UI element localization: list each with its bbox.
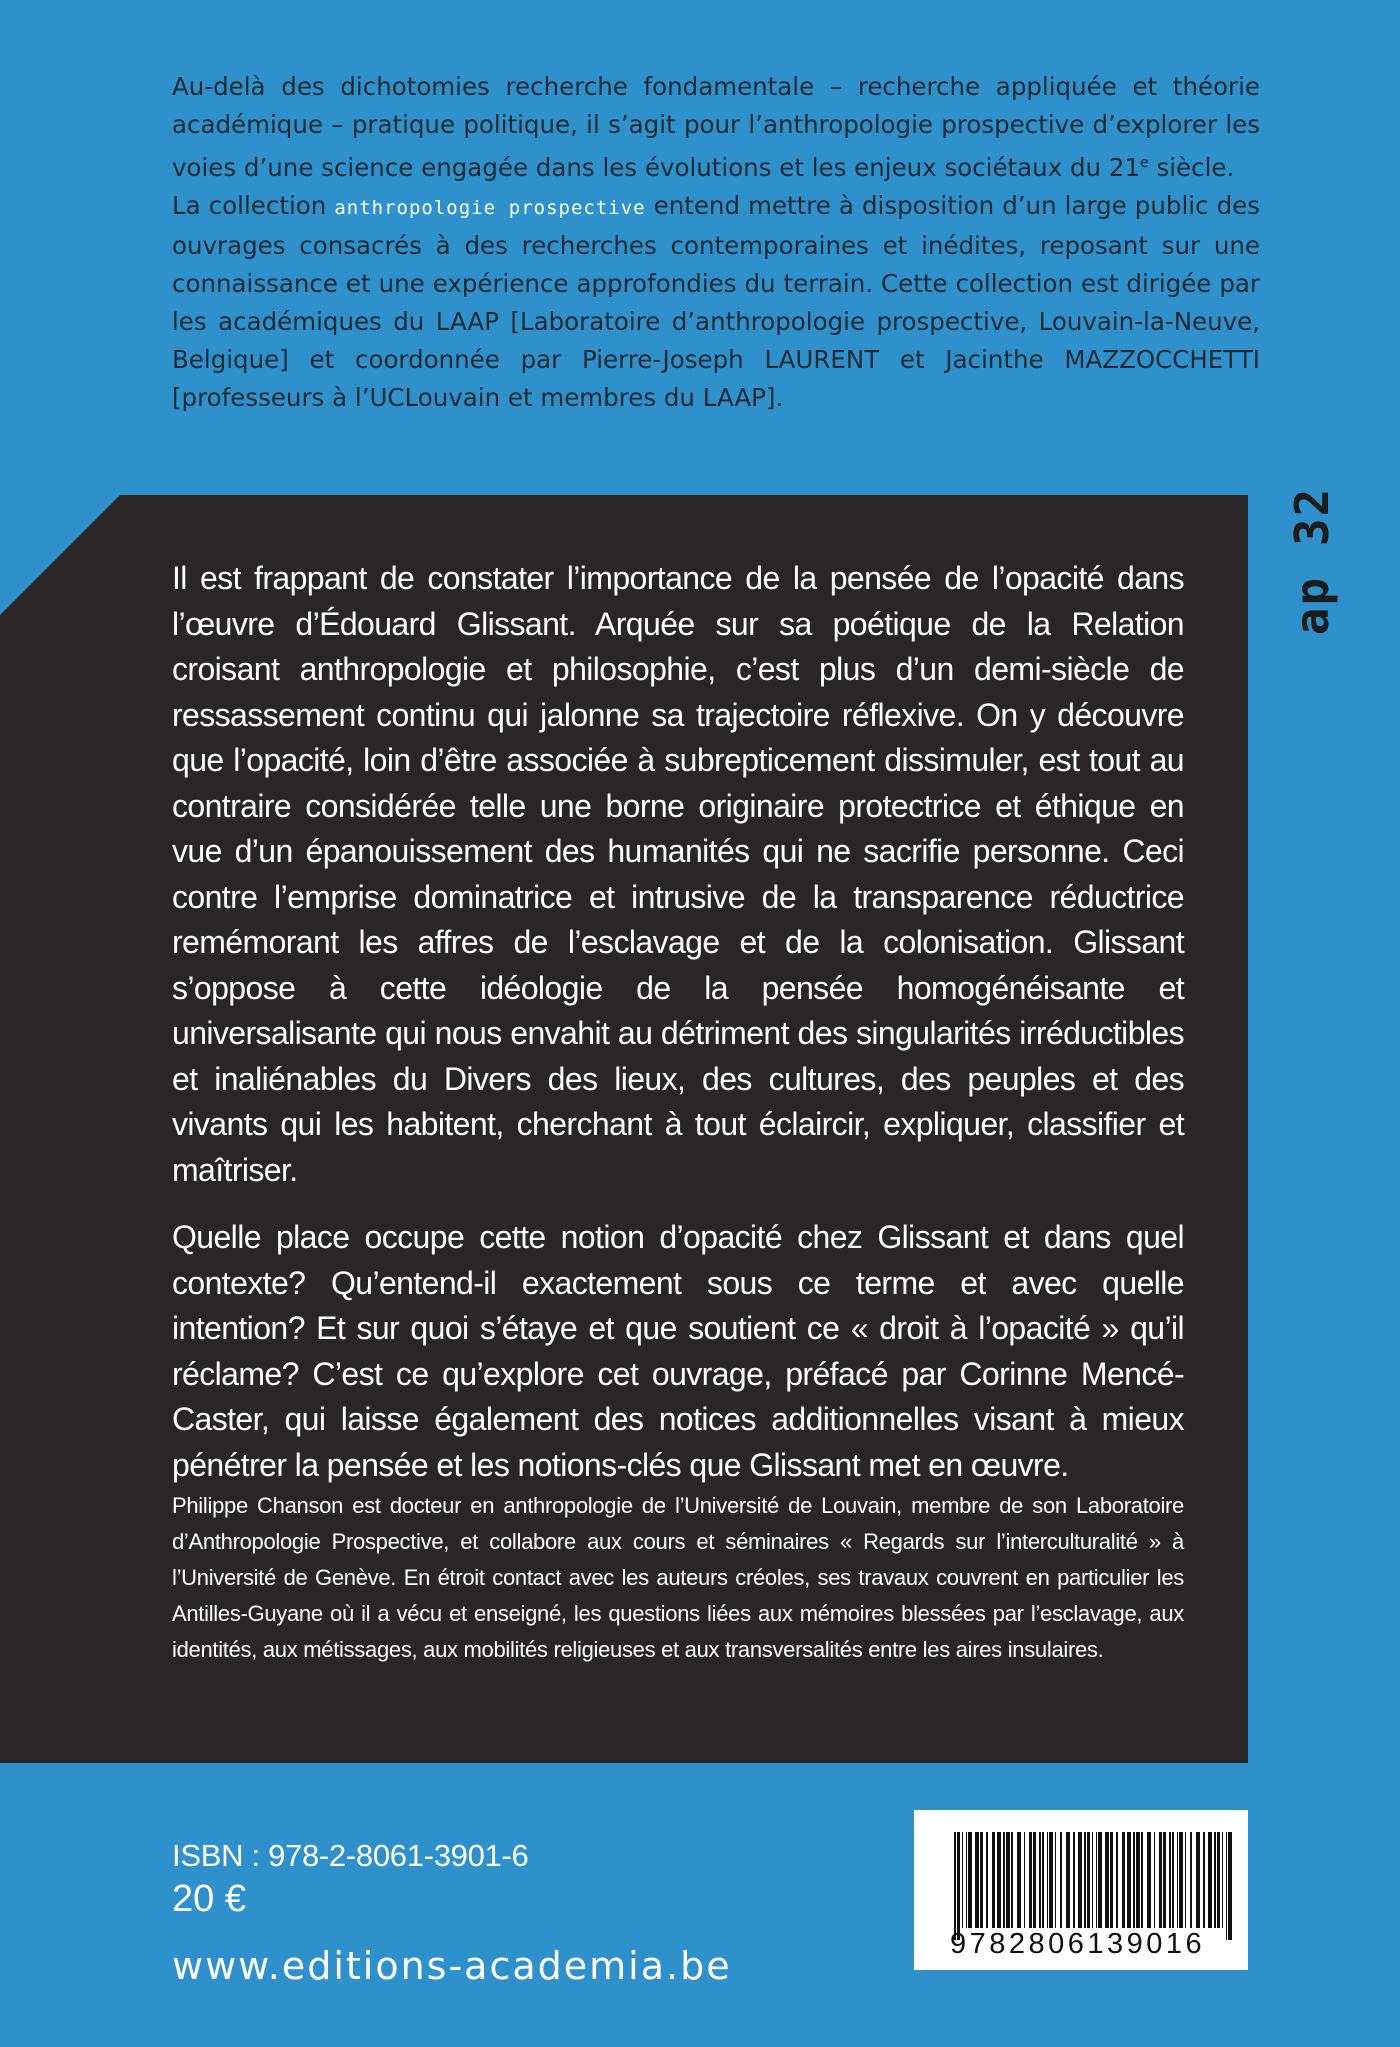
barcode-bar [1042,1832,1044,1928]
barcode-bar [1110,1832,1113,1928]
collection-prefix: La collection [172,191,335,221]
summary-paragraph-2: Quelle place occupe cette notion d’opacité chez Glissant et dans quel contexte? Qu’entend-il exactement sous ce terme et avec quelle intention? Et sur quoi s’étaye et que soutient ce « droit à l’opacité » qu’il réclame? C’est ce qu’explore cet ouvrage, préfacé par Corinne Mencé-Caster, qui laisse également des notices additionnelles visant à mieux pénétrer la pensée et les notions-clés que Glissant met en œuvre. [172,1219,1184,1483]
barcode-bar [1024,1832,1025,1928]
summary-paragraph-1: Il est frappant de constater l’importance de la pensée de l’opacité dans l’œuvre d’Édouard Glissant. Arquée sur sa poétique de la Relation croisant anthropologie et philosophie, c’est plus d’un demi-siècle de ressassement continu qui jalonne sa trajectoire réflexive. On y découvre que l’opacité, loin d’être associée à subrepticement dissimuler, est tout au contraire considérée telle une borne originaire protectrice et éthique en vue d’un épanouissement des humanités qui ne sacrifie personne. Ceci contre l’emprise dominatrice et intrusive de la transparence réductrice remémorant les affres de l’esclavage et de la colonisation. Glissant s’oppose à cette idéologie de la pensée homogénéisante et universalisante qui nous envahit au détriment des singularités irréductibles et inaliénables du Divers des lieux, des cultures, des peuples et des vivants qui les habitent, cherchant à tout éclaircir, expliquer, classifier et maîtriser. [172,560,1184,1188]
barcode-bar [980,1832,983,1928]
barcode-bar [1179,1832,1183,1928]
barcode-bar [986,1832,988,1928]
barcode-bar [1163,1832,1166,1928]
barcode-bar [1047,1832,1048,1928]
series-number: ap 32 [1285,486,1340,636]
barcode-bar [1147,1832,1151,1928]
author-bio: Philippe Chanson est docteur en anthropologie de l’Université de Louvain, membre de son Laboratoire d’Anthropologie Prospective, et collabore aux cours et séminaires « Regards sur l’interculturalité » à l’Université de Genève. En étroit contact avec les auteurs créoles, ses travaux couvrent en particulier les Antilles-Guyane où il a vécu et enseigné, les questions liées aux mémoires blessées par l’esclavage, aux identités, aux métissages, aux mobilités religieuses et aux transversalités entre les aires insulaires. [172,1493,1184,1662]
barcode-bar [1049,1832,1053,1928]
barcode-bar [966,1832,967,1928]
barcode-bar [1116,1832,1118,1928]
barcode-bar [1133,1832,1135,1928]
intro-superscript: e [1140,155,1149,171]
collection-description [172,68,1260,417]
barcode-bar [954,1832,956,1940]
barcode-bar [1017,1832,1021,1928]
barcode-bar [975,1832,979,1928]
barcode-bar [1159,1832,1162,1928]
collection-name: anthropologie prospective [334,197,646,220]
barcode-bar [1154,1832,1155,1928]
barcode-bar [1060,1832,1062,1928]
barcode-bar [1214,1832,1216,1928]
book-summary [172,556,1184,1510]
barcode-bar [1217,1832,1220,1928]
barcode-bar [1226,1832,1227,1940]
barcode-bar [1096,1832,1097,1928]
barcode-number: 9782806139016 [950,1928,1206,1960]
barcode-bar [1078,1832,1082,1928]
barcode-bar [1141,1832,1143,1928]
barcode-bar [1208,1832,1212,1928]
series-label [1272,486,1352,636]
barcode-bar [997,1832,1001,1928]
barcode-bar [1196,1832,1200,1928]
website-link[interactable]: www.editions-academia.be [172,1944,732,1988]
barcode-bar [1003,1832,1005,1928]
barcode [914,1810,1248,1970]
barcode-bar [968,1832,972,1928]
barcode-bar [962,1832,963,1928]
isbn: ISBN : 978-2-8061-3901-6 [172,1838,529,1873]
barcode-bar [1203,1832,1205,1928]
barcode-bar [1087,1832,1090,1928]
barcode-bar [1029,1832,1032,1928]
barcode-bar [1092,1832,1093,1928]
barcode-bar [1039,1832,1041,1928]
barcode-bar [1190,1832,1192,1928]
intro-text-end: siècle. [1148,153,1235,183]
barcode-bar [1228,1832,1232,1940]
intro-text: Au-delà des dichotomies recherche fondamentale – recherche appliquée et théorie académique – pratique politique, il s’agit pour l’anthropologie prospective d’explorer les voies d’une science engagée dans les évolutions et les enjeux sociétaux du 21 [172,72,1260,183]
barcode-bar [1185,1832,1186,1928]
barcode-bar [1222,1832,1223,1928]
barcode-bar [1073,1832,1075,1928]
barcode-bar [1172,1832,1174,1928]
barcode-bar [1136,1832,1140,1928]
barcode-bar [1122,1832,1125,1928]
barcode-bar [1169,1832,1171,1928]
barcode-bar [1127,1832,1131,1928]
barcode-bar [1055,1832,1056,1928]
barcode-bar [1105,1832,1109,1928]
collection-intro-paragraph [172,68,1260,187]
barcode-bar [1066,1832,1070,1928]
barcode-bar [1177,1832,1178,1928]
barcode-bar [1084,1832,1086,1928]
barcode-bar [1098,1832,1102,1928]
barcode-bar [1006,1832,1010,1928]
collection-details: entend mettre à disposition d’un large public des ouvrages consacrés à des recherches contemporaines et inédites, reposant sur une connaissance et une expérience approfondies du terrain. Cette collection est dirigée par les académiques du LAAP [Laboratoire d’anthropologie prospective, Louvain-la-Neuve, Belgique] et coordonnée par Pierre-Joseph LAURENT et Jacinthe MAZZOCCHETTI [professeurs à l’UCLouvain et membres du LAAP]. [172,191,1260,413]
price: 20 € [172,1878,246,1920]
collection-details-paragraph [172,187,1260,417]
barcode-bar [1011,1832,1013,1928]
barcode-bar [1033,1832,1036,1928]
barcode-bar [992,1832,995,1928]
barcode-bar [957,1832,960,1940]
